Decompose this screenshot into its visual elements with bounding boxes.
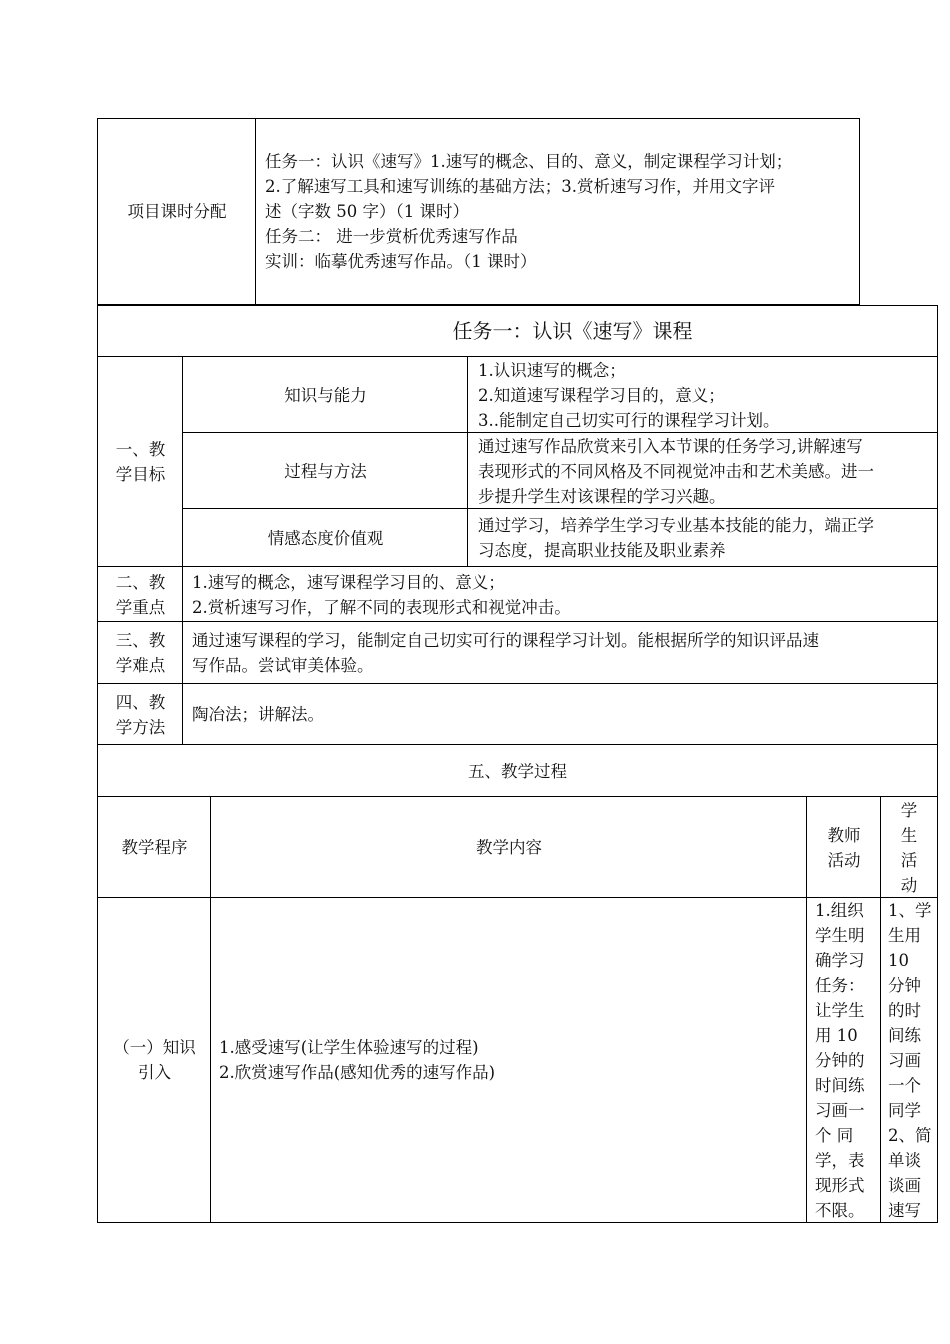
student-line: 同学 xyxy=(888,1101,921,1120)
detail-line: 步提升学生对该课程的学习兴趣。 xyxy=(478,486,726,506)
objective-detail xyxy=(478,513,874,563)
student-line: 生用 xyxy=(888,926,921,945)
label-line: 四、教 xyxy=(115,692,166,712)
student-line: 分钟 xyxy=(888,976,921,995)
alloc-content-cell xyxy=(255,118,860,305)
header-line: 动 xyxy=(900,875,918,895)
label-line: 三、教 xyxy=(115,631,166,650)
method-label-cell xyxy=(97,683,183,745)
detail-line: 3..能制定自己切实可行的课程学习计划。 xyxy=(478,410,780,430)
content-line: 1.速写的概念，速写课程学习目的、意义； xyxy=(192,572,505,592)
header-line: 学 xyxy=(900,800,918,820)
student-line: 单谈 xyxy=(888,1151,921,1170)
process-teacher xyxy=(815,898,881,1223)
detail-line: 2.知道速写课程学习目的，意义； xyxy=(478,385,725,405)
alloc-line: 实训：临摹优秀速写作品。（1 课时） xyxy=(265,252,537,271)
content-line: 2.赏析速写习作，了解不同的表现形式和视觉冲击。 xyxy=(192,597,571,617)
objective-name-cell xyxy=(182,432,468,509)
objectives-label xyxy=(116,437,166,487)
student-line: 一个 xyxy=(888,1076,921,1095)
teacher-line: 任务： xyxy=(815,976,865,995)
detail-line: 通过学习，培养学生学习专业基本技能的能力，端正学 xyxy=(478,516,874,535)
label-line: 二、教 xyxy=(115,572,166,592)
process-header-teacher xyxy=(828,823,861,873)
teacher-line: 时间练 xyxy=(815,1076,865,1095)
task-title-cell xyxy=(97,305,938,357)
objectives-label-cell xyxy=(97,356,183,567)
objective-name-cell xyxy=(182,356,468,433)
process-content xyxy=(219,1035,495,1085)
objective-detail-cell xyxy=(467,508,938,567)
objective-name: 知识与能力 xyxy=(284,385,367,405)
keypoints-label-cell xyxy=(97,566,183,622)
header-line: 活 xyxy=(900,850,918,870)
process-program-cell xyxy=(97,897,211,1223)
difficulty-content xyxy=(192,628,819,678)
alloc-lines xyxy=(265,149,792,274)
process-header-student-cell xyxy=(880,796,938,898)
header-line: 教师 xyxy=(827,825,861,845)
label-line: 学方法 xyxy=(115,717,166,737)
label-line: 一、教 xyxy=(115,440,166,459)
content-line: 2.欣赏速写作品(感知优秀的速写作品) xyxy=(219,1063,496,1082)
content-line: 通过速写课程的学习，能制定自己切实可行的课程学习计划。能根据所学的知识评品速 xyxy=(192,631,819,650)
alloc-line: 述（字数 50 字）（1 课时） xyxy=(265,202,469,221)
objective-detail-cell xyxy=(467,432,938,509)
objective-detail-cell xyxy=(467,356,938,433)
process-program xyxy=(113,1035,196,1085)
teacher-line: 学，表 xyxy=(815,1151,865,1170)
difficulty-content-cell xyxy=(182,621,938,684)
content-line: 1.感受速写(让学生体验速写的过程) xyxy=(219,1038,479,1057)
teacher-line: 不限。 xyxy=(815,1201,865,1220)
teacher-line: 个 同 xyxy=(815,1126,854,1145)
alloc-label-cell xyxy=(97,118,256,305)
student-line: 习画 xyxy=(888,1051,921,1070)
method-content: 陶冶法；讲解法。 xyxy=(192,705,324,724)
student-line: 速写 xyxy=(888,1201,921,1220)
process-header-content-cell xyxy=(210,796,807,898)
teacher-line: 1.组织 xyxy=(815,901,864,920)
alloc-label: 项目课时分配 xyxy=(127,202,227,221)
alloc-line: 任务一：认识《速写》1.速写的概念、目的、意义，制定课程学习计划； xyxy=(265,152,793,171)
teacher-line: 习画一 xyxy=(815,1101,865,1120)
teacher-line: 用 10 xyxy=(815,1026,858,1045)
program-line: 引入 xyxy=(138,1063,171,1082)
keypoints-content-cell xyxy=(182,566,938,622)
process-header-teacher-cell xyxy=(806,796,881,898)
detail-line: 习态度，提高职业技能及职业素养 xyxy=(478,541,726,560)
detail-line: 1.认识速写的概念； xyxy=(478,360,626,380)
difficulty-label-cell xyxy=(97,621,183,684)
difficulty-label xyxy=(116,628,166,678)
student-line: 2、简 xyxy=(888,1126,932,1145)
process-header-program: 教学程序 xyxy=(121,838,188,857)
detail-line: 表现形式的不同风格及不同视觉冲击和艺术美感。进一 xyxy=(478,461,874,481)
objective-name-cell xyxy=(182,508,468,567)
objective-detail xyxy=(478,358,780,433)
student-line: 的时 xyxy=(888,1001,921,1020)
content-line: 写作品。尝试审美体验。 xyxy=(192,656,374,675)
alloc-line: 任务二： 进一步赏析优秀速写作品 xyxy=(265,227,518,246)
teacher-line: 分钟的 xyxy=(815,1051,865,1070)
process-student-cell xyxy=(880,897,938,1223)
process-header-content: 教学内容 xyxy=(476,838,542,857)
objective-name: 情感态度价值观 xyxy=(267,528,384,548)
keypoints-content xyxy=(192,570,571,620)
label-line: 学重点 xyxy=(115,597,166,617)
header-line: 生 xyxy=(900,825,918,845)
method-content-cell xyxy=(182,683,938,745)
label-line: 学难点 xyxy=(115,656,166,675)
label-line: 学目标 xyxy=(115,465,166,484)
student-line: 1、学 xyxy=(888,901,932,920)
objective-name: 过程与方法 xyxy=(284,461,367,481)
process-title: 五、教学过程 xyxy=(468,761,567,781)
teacher-line: 让学生 xyxy=(815,1001,865,1020)
student-line: 间练 xyxy=(888,1026,921,1045)
program-line: （一）知识 xyxy=(113,1038,196,1057)
objective-detail xyxy=(478,434,874,509)
detail-line: 通过速写作品欣赏来引入本节课的任务学习,讲解速写 xyxy=(478,436,863,456)
student-line: 10 xyxy=(888,951,909,970)
teacher-line: 现形式 xyxy=(815,1176,865,1195)
process-title-cell xyxy=(97,744,938,797)
teacher-line: 学生明 xyxy=(815,926,865,945)
process-header-student xyxy=(901,798,918,898)
method-label xyxy=(116,690,166,740)
student-line: 谈画 xyxy=(888,1176,921,1195)
alloc-line: 2.了解速写工具和速写训练的基础方法；3.赏析速写习作，并用文字评 xyxy=(265,177,775,196)
header-line: 活动 xyxy=(827,850,861,870)
process-student xyxy=(888,898,937,1223)
task-title: 任务一：认识《速写》课程 xyxy=(452,319,693,343)
teacher-line: 确学习 xyxy=(815,951,865,970)
process-content-cell xyxy=(210,897,807,1223)
keypoints-label xyxy=(116,570,166,620)
process-teacher-cell xyxy=(806,897,881,1223)
process-header-program-cell xyxy=(97,796,211,898)
